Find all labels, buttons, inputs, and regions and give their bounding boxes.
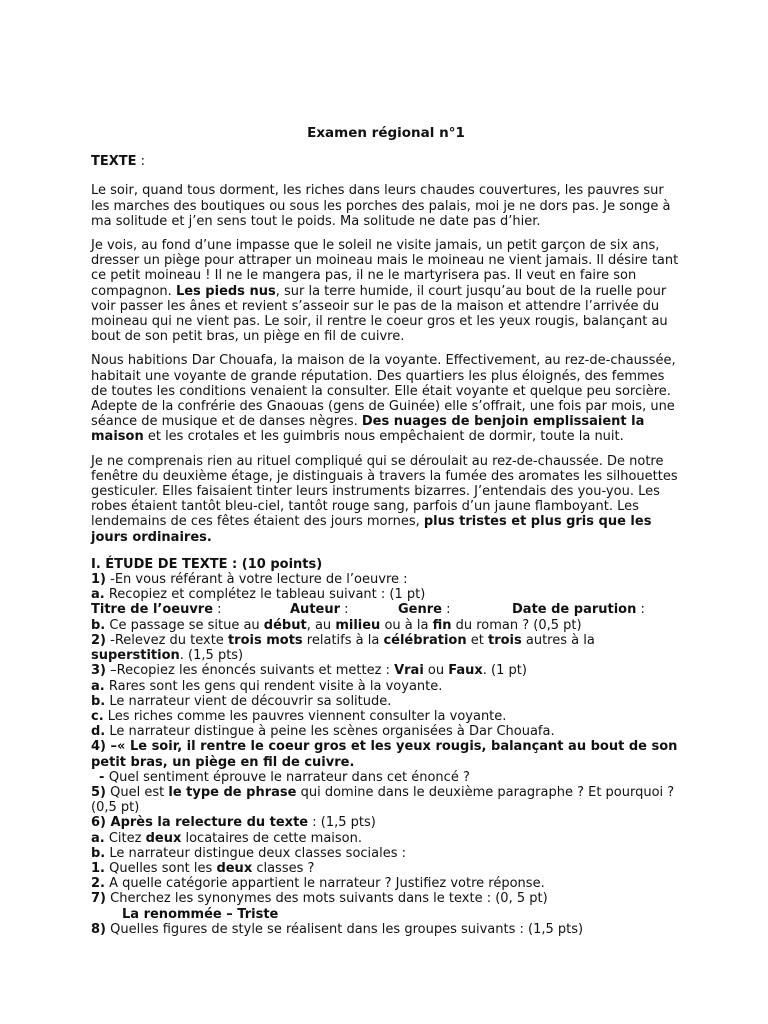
question-4-sub: - Quel sentiment éprouve le narrateur dans cet énoncé ? — [99, 769, 470, 785]
table-header-date: Date de parution : — [512, 602, 645, 618]
paragraph-2: Je vois, au fond d’une impasse que le soleil ne visite jamais, un petit garçon de six ans, dresser un piège pour attraper un moineau mais le moineau ne vient jamais. Il désire tant ce petit moineau ! Il ne le mangera pas, il ne le martyrisera pas. Il veut en faire son compagnon. Les pieds nus, sur la terre humide, il court jusqu’au bout de la ruelle pour voir passer les ânes et revient s’asseoir sur le pas de la maison et attendre l’arrivée du moineau qui ne vient pas. Le soir, il rentre le coeur gros et les yeux rougis, balançant au bout de son petit bras, un piège en fil de cuivre. — [91, 238, 679, 345]
question-1: 1) -En vous référant à votre lecture de l’oeuvre : — [91, 572, 408, 588]
question-6b-2: 2. A quelle catégorie appartient le narrateur ? Justifiez votre réponse. — [91, 876, 545, 892]
table-header-row — [91, 602, 681, 617]
etude-heading: I. ÉTUDE DE TEXTE : (10 points) — [91, 556, 323, 572]
question-1a: a. Recopiez et complétez le tableau suivant : (1 pt) — [91, 587, 426, 603]
table-header-titre: Titre de l’oeuvre : — [91, 602, 222, 618]
paragraph-3: Nous habitions Dar Chouafa, la maison de la voyante. Effectivement, au rez-de-chaussée, habitait une voyante de grande réputation. Des quartiers les plus éloignés, des femmes de toutes les conditions venaient la consulter. Elle était voyante et quelque peu sorcière. Adepte de la confrérie des Gnaouas (gens de Guinée) elle s’offrait, une fois par mois, une séance de musique et de danses nègres. Des nuages de benjoin emplissaient la maison et les crotales et les guimbris nous empêchaient de dormir, toute la nuit. — [91, 353, 676, 445]
question-5: 5) Quel est le type de phrase qui domine dans le deuxième paragraphe ? Et pourquoi ? (0,5 pt) — [91, 784, 675, 816]
question-3b: b. Le narrateur vient de découvrir sa solitude. — [91, 693, 392, 709]
exam-title: Examen régional n°1 — [307, 125, 465, 141]
question-2: 2) -Relevez du texte trois mots relatifs à la célébration et trois autres à la superstition. (1,5 pts) — [91, 632, 595, 664]
question-6: 6) Après la relecture du texte : (1,5 pts) — [91, 815, 376, 831]
exam-document — [91, 126, 681, 937]
question-7: 7) Cherchez les synonymes des mots suivants dans le texte : (0, 5 pt) — [91, 891, 548, 907]
question-7-words: La renommée – Triste — [122, 906, 279, 922]
etude-section — [91, 557, 681, 937]
texte-heading: TEXTE : — [91, 154, 146, 170]
question-6b-1: 1. Quelles sont les deux classes ? — [91, 860, 315, 876]
question-8: 8) Quelles figures de style se réalisent dans les groupes suivants : (1,5 pts) — [91, 921, 584, 937]
question-3a: a. Rares sont les gens qui rendent visite à la voyante. — [91, 678, 443, 694]
question-3d: d. Le narrateur distingue à peine les scènes organisées à Dar Chouafa. — [91, 724, 555, 740]
question-6a: a. Citez deux locataires de cette maison. — [91, 830, 363, 846]
question-1b: b. Ce passage se situe au début, au milieu ou à la fin du roman ? (0,5 pt) — [91, 617, 582, 633]
question-3: 3) –Recopiez les énoncés suivants et mettez : Vrai ou Faux. (1 pt) — [91, 663, 527, 679]
question-6b: b. Le narrateur distingue deux classes sociales : — [91, 845, 407, 861]
question-4: 4) –« Le soir, il rentre le coeur gros et les yeux rougis, balançant au bout de son petit bras, un piège en fil de cuivre. — [91, 739, 678, 770]
table-header-genre: Genre : — [398, 602, 451, 618]
paragraph-1: Le soir, quand tous dorment, les riches dans leurs chaudes couvertures, les pauvres sur les marches des boutiques ou sous les porches des palais, moi je ne dors pas. Je songe à ma solitude et j’en sens tout le poids. Ma solitude ne date pas d’hier. — [91, 183, 671, 229]
paragraph-4: Je ne comprenais rien au rituel compliqué qui se déroulait au rez-de-chaussée. De notre fenêtre du deuxième étage, je distinguais à travers la fumée des aromates les silhouettes gesticuler. Elles faisaient tinter leurs instruments bizarres. J’entendais des you-you. Les robes étaient tantôt bleu-ciel, tantôt rouge sang, parfois d’un jaune flamboyant. Les lendemains de ces fêtes étaient des jours mornes, plus tristes et plus gris que les jours ordinaires. — [91, 453, 678, 545]
question-3c: c. Les riches comme les pauvres viennent consulter la voyante. — [91, 708, 507, 724]
table-header-auteur: Auteur : — [290, 602, 349, 618]
